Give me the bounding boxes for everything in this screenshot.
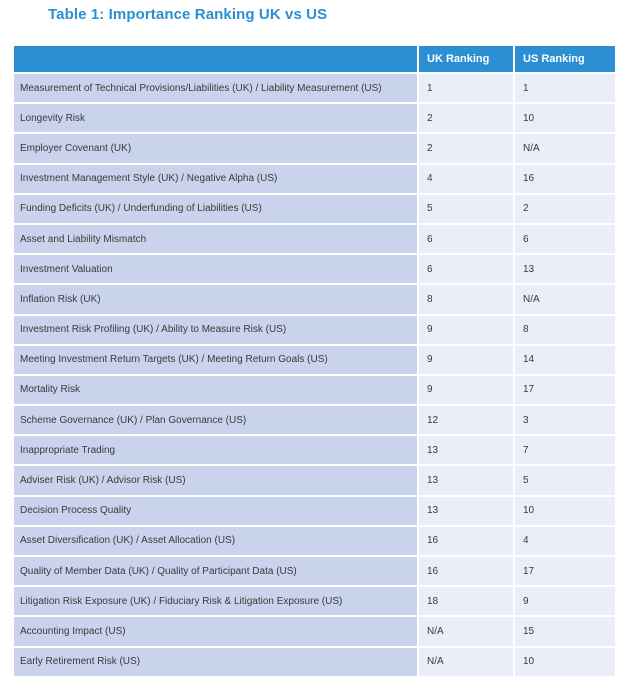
row-uk-ranking: 13 — [419, 466, 513, 494]
row-uk-ranking: 9 — [419, 316, 513, 344]
row-label: Adviser Risk (UK) / Advisor Risk (US) — [14, 466, 417, 494]
row-uk-ranking: 16 — [419, 527, 513, 555]
row-us-ranking: 6 — [515, 225, 615, 253]
row-us-ranking: 8 — [515, 316, 615, 344]
row-us-ranking: 3 — [515, 406, 615, 434]
table-row — [14, 165, 615, 193]
row-us-ranking: 16 — [515, 165, 615, 193]
row-label: Funding Deficits (UK) / Underfunding of Liabilities (US) — [14, 195, 417, 223]
row-label: Longevity Risk — [14, 104, 417, 132]
row-uk-ranking: 9 — [419, 376, 513, 404]
row-uk-ranking: N/A — [419, 617, 513, 645]
row-label: Early Retirement Risk (US) — [14, 648, 417, 676]
table-row — [14, 587, 615, 615]
row-uk-ranking: 9 — [419, 346, 513, 374]
table-row — [14, 376, 615, 404]
table-header-row — [14, 46, 615, 72]
row-us-ranking: N/A — [515, 285, 615, 313]
table-row — [14, 436, 615, 464]
ranking-table — [12, 44, 617, 678]
row-label: Investment Valuation — [14, 255, 417, 283]
row-uk-ranking: N/A — [419, 648, 513, 676]
table-row — [14, 316, 615, 344]
table-row — [14, 557, 615, 585]
row-us-ranking: 15 — [515, 617, 615, 645]
row-label: Investment Risk Profiling (UK) / Ability to Measure Risk (US) — [14, 316, 417, 344]
table-row — [14, 466, 615, 494]
row-label: Meeting Investment Return Targets (UK) / Meeting Return Goals (US) — [14, 346, 417, 374]
row-label: Asset Diversification (UK) / Asset Allocation (US) — [14, 527, 417, 555]
row-us-ranking: 9 — [515, 587, 615, 615]
table-row — [14, 648, 615, 676]
table-row — [14, 497, 615, 525]
row-uk-ranking: 13 — [419, 497, 513, 525]
row-label: Accounting Impact (US) — [14, 617, 417, 645]
table-row — [14, 346, 615, 374]
table-row — [14, 74, 615, 102]
table-row — [14, 406, 615, 434]
row-label: Inappropriate Trading — [14, 436, 417, 464]
row-label: Scheme Governance (UK) / Plan Governance (US) — [14, 406, 417, 434]
row-uk-ranking: 18 — [419, 587, 513, 615]
row-label: Inflation Risk (UK) — [14, 285, 417, 313]
table-title: Table 1: Importance Ranking UK vs US — [48, 6, 328, 23]
row-uk-ranking: 13 — [419, 436, 513, 464]
row-us-ranking: 5 — [515, 466, 615, 494]
row-us-ranking: 1 — [515, 74, 615, 102]
table-row — [14, 225, 615, 253]
table-row — [14, 195, 615, 223]
table-row — [14, 617, 615, 645]
row-us-ranking: 14 — [515, 346, 615, 374]
row-label: Measurement of Technical Provisions/Liabilities (UK) / Liability Measurement (US) — [14, 74, 417, 102]
row-label: Decision Process Quality — [14, 497, 417, 525]
row-label: Litigation Risk Exposure (UK) / Fiduciary Risk & Litigation Exposure (US) — [14, 587, 417, 615]
row-us-ranking: 17 — [515, 376, 615, 404]
header-label — [14, 46, 417, 72]
table-row — [14, 134, 615, 162]
table-row — [14, 255, 615, 283]
row-us-ranking: 7 — [515, 436, 615, 464]
row-uk-ranking: 5 — [419, 195, 513, 223]
row-us-ranking: 13 — [515, 255, 615, 283]
row-us-ranking: 17 — [515, 557, 615, 585]
row-label: Asset and Liability Mismatch — [14, 225, 417, 253]
row-uk-ranking: 12 — [419, 406, 513, 434]
table-row — [14, 527, 615, 555]
row-label: Mortality Risk — [14, 376, 417, 404]
row-uk-ranking: 16 — [419, 557, 513, 585]
row-label: Employer Covenant (UK) — [14, 134, 417, 162]
row-uk-ranking: 6 — [419, 225, 513, 253]
row-uk-ranking: 2 — [419, 134, 513, 162]
row-label: Quality of Member Data (UK) / Quality of Participant Data (US) — [14, 557, 417, 585]
table-row — [14, 285, 615, 313]
row-label: Investment Management Style (UK) / Negative Alpha (US) — [14, 165, 417, 193]
row-uk-ranking: 4 — [419, 165, 513, 193]
table-row — [14, 104, 615, 132]
row-us-ranking: 10 — [515, 497, 615, 525]
row-us-ranking: 10 — [515, 104, 615, 132]
row-us-ranking: 4 — [515, 527, 615, 555]
table-body — [14, 74, 615, 676]
row-us-ranking: N/A — [515, 134, 615, 162]
header-uk-ranking: UK Ranking — [419, 46, 513, 72]
header-us-ranking: US Ranking — [515, 46, 615, 72]
row-uk-ranking: 1 — [419, 74, 513, 102]
row-us-ranking: 2 — [515, 195, 615, 223]
row-uk-ranking: 2 — [419, 104, 513, 132]
row-uk-ranking: 6 — [419, 255, 513, 283]
row-uk-ranking: 8 — [419, 285, 513, 313]
row-us-ranking: 10 — [515, 648, 615, 676]
